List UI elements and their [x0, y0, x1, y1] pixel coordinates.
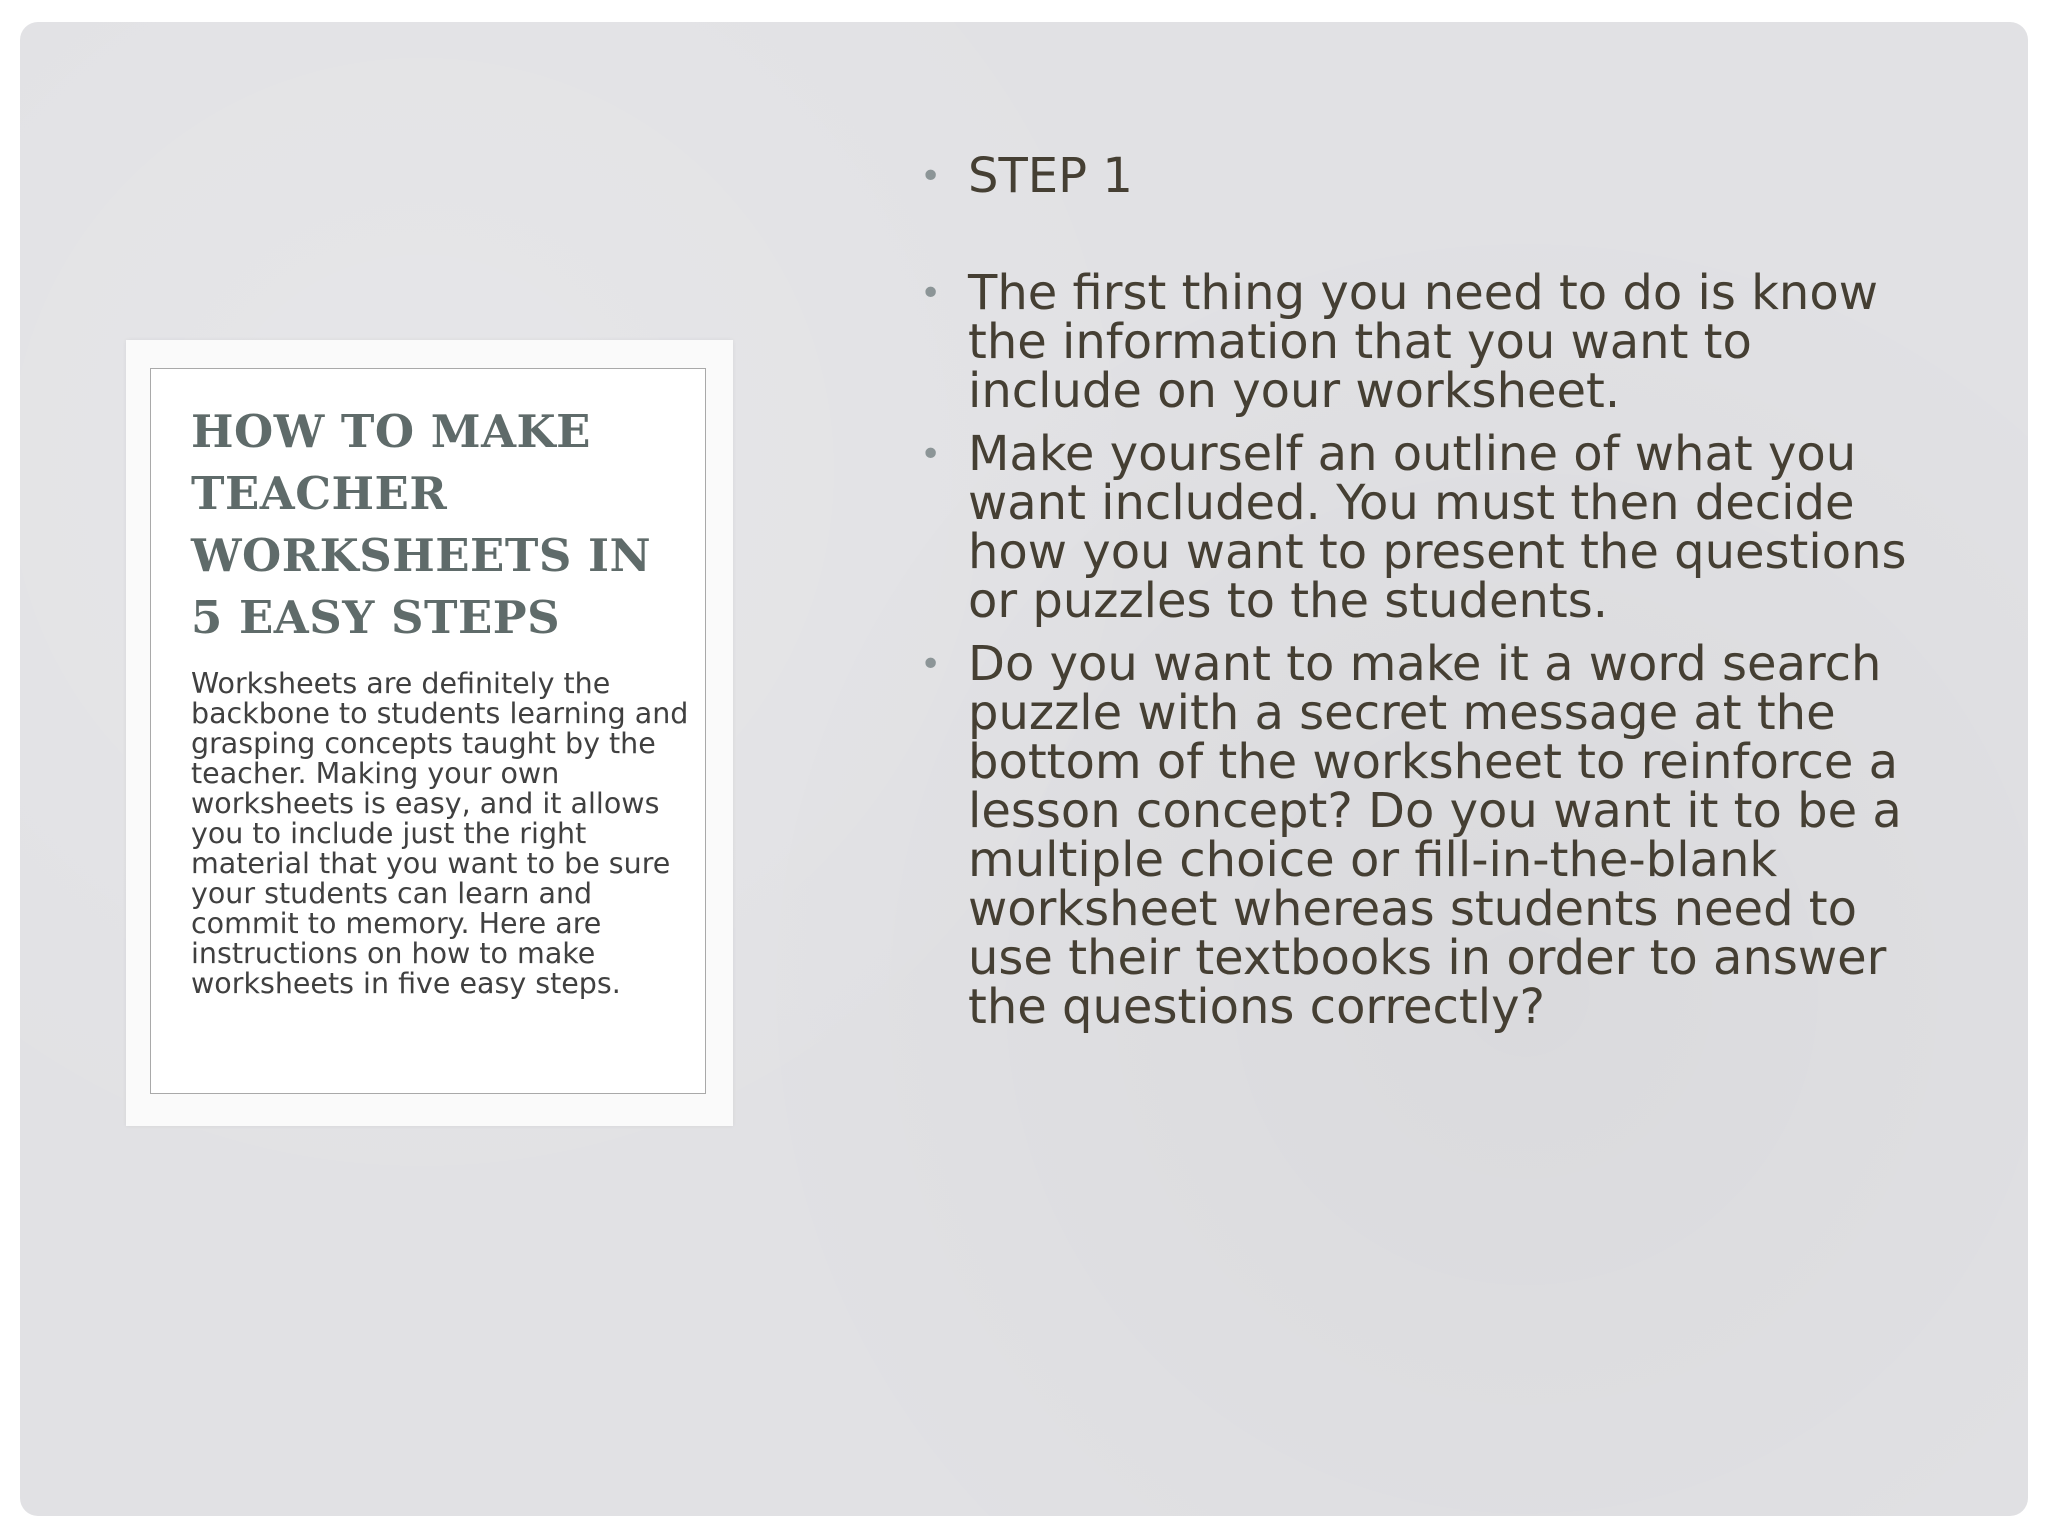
bullet-text: Make yourself an outline of what you want included. You must then decide how you want to present the questions or puzzles to the students. [968, 426, 1907, 629]
bullet-text: STEP 1 [968, 148, 1133, 204]
bullet-item-step-1 [920, 148, 1920, 204]
bullet-dot-icon: • [920, 273, 942, 314]
bullet-dot-icon: • [920, 434, 942, 475]
title-card [126, 340, 733, 1126]
slide [20, 22, 2028, 1516]
bullet-text: The first thing you need to do is know the information that you want to include on your worksheet. [968, 265, 1878, 419]
bullet-text: Do you want to make it a word search puzzle with a secret message at the bottom of the worksheet to reinforce a lesson concept? Do you want it to be a multiple choice or fill-in-the-blank worksheet whereas students need to use their textbooks in order to answer the questions correctly? [968, 636, 1902, 1035]
bullet-item-first-thing [920, 265, 1920, 419]
bullet-item-puzzle-type [920, 636, 1920, 1035]
bullet-list [920, 148, 1920, 1046]
bullet-dot-icon: • [920, 156, 942, 197]
bullet-item-outline [920, 426, 1920, 629]
slide-intro-text: Worksheets are definitely the backbone to students learning and grasping concepts taught by the teacher. Making your own worksheets is easy, and it allows you to include just the right material that you want to be sure your students can learn and commit to memory. Here are instructions on how to make worksheets in five easy steps. [191, 667, 689, 1000]
slide-title: HOW TO MAKE TEACHER WORKSHEETS IN 5 EASY STEPS [191, 405, 652, 644]
title-card-frame [150, 368, 706, 1094]
bullet-dot-icon: • [920, 644, 942, 685]
